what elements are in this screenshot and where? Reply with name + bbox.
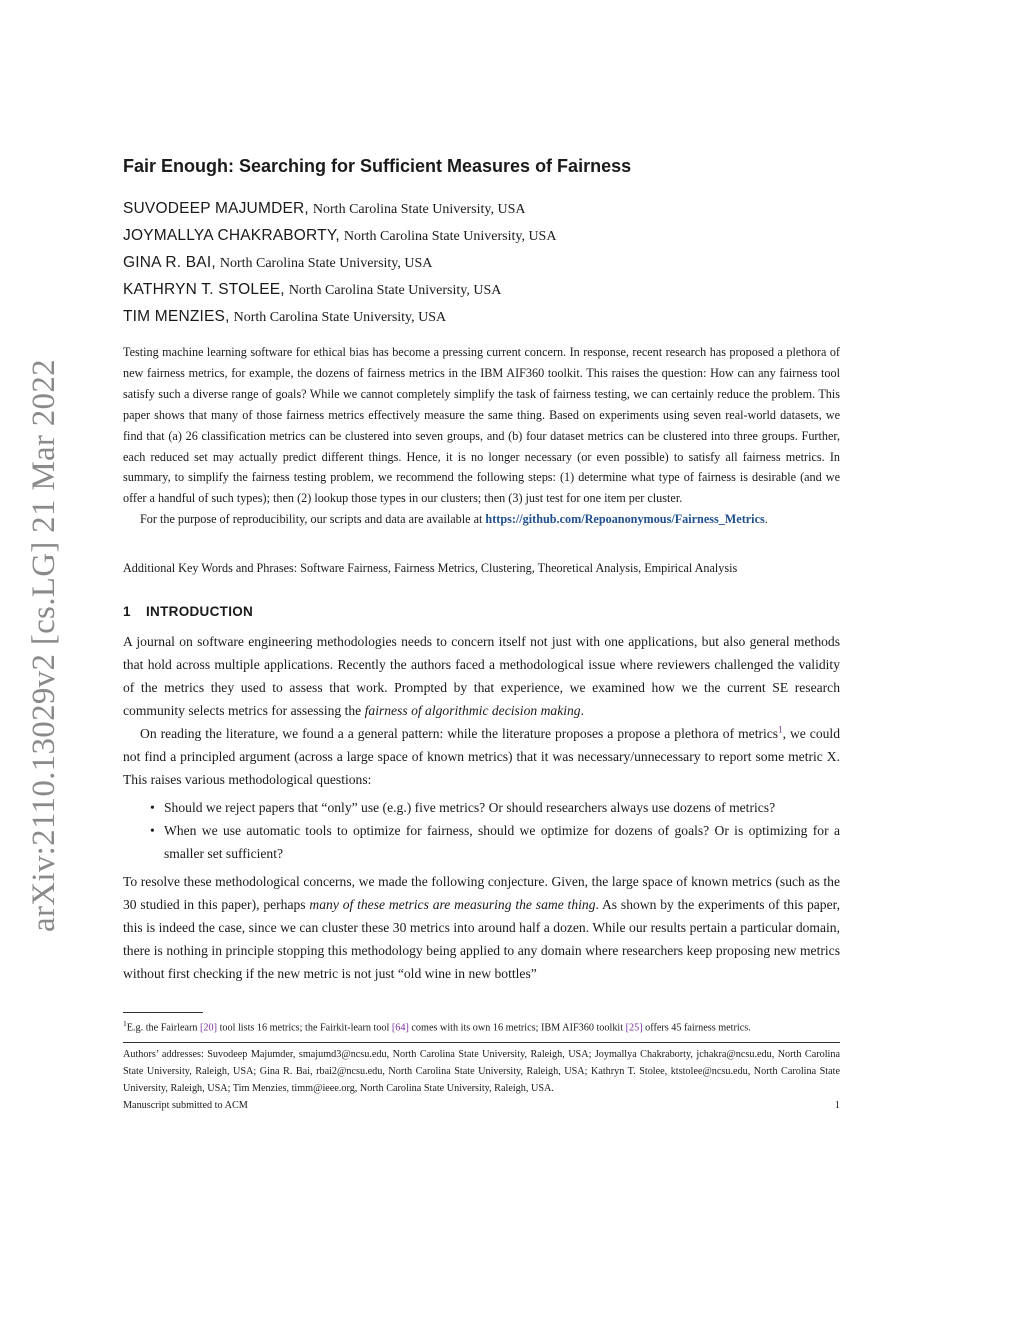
author-entry — [123, 252, 556, 279]
list-item — [123, 819, 840, 865]
question-list — [123, 796, 840, 865]
github-repo-link[interactable]: https://github.com/Repoanonymous/Fairness_Metrics — [485, 512, 765, 527]
repro-prefix: For the purpose of reproducibility, our scripts and data are available at — [140, 512, 486, 527]
addresses-rule — [123, 1042, 840, 1043]
arxiv-identifier: arXiv:2110.13029v2 [cs.LG] 21 Mar 2022 — [25, 358, 62, 932]
author-affiliation: North Carolina State University, USA — [343, 229, 557, 244]
section-title: INTRODUCTION — [146, 604, 254, 619]
page-number: 1 — [834, 1100, 840, 1111]
author-name: SUVODEEP MAJUMDER, — [123, 200, 309, 217]
footnote-text: E.g. the Fairlearn — [126, 1022, 201, 1034]
paper-title: Fair Enough: Searching for Sufficient Measures of Fairness — [123, 156, 632, 176]
author-name: TIM MENZIES, — [123, 308, 230, 325]
intro-text: A journal on software engineering methodologies needs to concern itself not just with one applications, but also general methods that hold across multiple applications. Recently the authors faced a methodological issue where reviewers challenged the validity of the metrics they used to assess that work. Prompted by that experience, we examined how we the current SE research community selects metrics for assessing the — [123, 634, 840, 718]
abstract — [123, 342, 840, 530]
list-item-text: Should we reject papers that “only” use (e.g.) five metrics? Or should researchers always use dozens of metrics? — [164, 800, 776, 815]
footnote-text: tool lists 16 metrics; the Fairkit-learn tool — [217, 1022, 392, 1034]
bullet-icon: • — [150, 800, 155, 815]
footnote — [123, 1016, 840, 1035]
intro-text: On reading the literature, we found a a general pattern: while the literature proposes a propose a plethora of metrics — [140, 726, 779, 741]
introduction-body — [123, 630, 840, 985]
author-affiliation: North Carolina State University, USA — [233, 310, 447, 325]
manuscript-note: Manuscript submitted to ACM — [123, 1100, 248, 1111]
citation-link[interactable]: [64] — [391, 1022, 409, 1034]
intro-paragraph-2 — [123, 722, 840, 791]
author-affiliation: North Carolina State University, USA — [288, 283, 502, 298]
intro-paragraph-1 — [123, 630, 840, 722]
abstract-paragraph: Testing machine learning software for ethical bias has become a pressing current concern. In response, recent research has proposed a plethora of new fairness metrics, for example, the dozens of fairness metrics in the IBM AIF360 toolkit. This raises the question: How can any fairness tool satisfy such a diverse range of goals? While we cannot completely simplify the task of fairness testing, we can certainly reduce the problem. This paper shows that many of those fairness metrics effectively measure the same thing. Based on experiments using seven real-world datasets, we find that (a) 26 classification metrics can be clustered into seven groups, and (b) four dataset metrics can be clustered into three groups. Further, each reduced set may actually predict different things. Hence, it is no longer necessary (or even possible) to satisfy all fairness metrics. In summary, to simplify the fairness testing problem, we recommend the following steps: (1) determine what type of fairness is desirable (and we offer a handful of such types); then (2) lookup those types in our clusters; then (3) just test for one item per cluster. — [123, 345, 840, 506]
repro-suffix: . — [764, 512, 768, 527]
emphasis-fairness: fairness of algorithmic decision making — [364, 703, 581, 718]
intro-text: To resolve these methodological concerns, we made the following conjecture. Given, the large space of known metrics (such as the 30 studied in this paper), perhaps — [123, 874, 840, 912]
reproducibility-statement — [123, 509, 840, 530]
author-list — [123, 198, 556, 333]
author-name: JOYMALLYA CHAKRABORTY, — [123, 227, 340, 244]
author-entry — [123, 306, 556, 333]
footnote-text: comes with its own 16 metrics; IBM AIF360 toolkit — [408, 1022, 626, 1034]
author-affiliation: North Carolina State University, USA — [219, 256, 433, 271]
footnote-rule — [123, 1012, 203, 1013]
intro-text: . As shown by the experiments of this paper, this is indeed the case, since we can cluster these 30 metrics into around half a dozen. While our results pertain a particular domain, there is nothing in principle stopping this methodology being applied to any domain where researchers keep proposing new metrics without first checking if the new metric is not just “old wine in new bottles” — [123, 897, 840, 981]
list-item — [123, 796, 840, 819]
arxiv-sidebar — [24, 350, 64, 940]
emphasis-conjecture: many of these metrics are measuring the same thing — [309, 897, 596, 912]
author-entry — [123, 279, 556, 306]
citation-link[interactable]: [25] — [625, 1022, 643, 1034]
footnote-text: offers 45 fairness metrics. — [642, 1022, 751, 1034]
author-affiliation: North Carolina State University, USA — [312, 202, 526, 217]
section-heading-introduction — [123, 604, 253, 619]
author-name: KATHRYN T. STOLEE, — [123, 281, 285, 298]
list-item-text: When we use automatic tools to optimize for fairness, should we optimize for dozens of goals? Or is optimizing for a smaller set sufficient? — [164, 823, 840, 861]
intro-paragraph-3 — [123, 870, 840, 985]
author-addresses: Authors’ addresses: Suvodeep Majumder, smajumd3@ncsu.edu, North Carolina State University, Raleigh, USA; Joymallya Chakraborty, jchakra@ncsu.edu, North Carolina State University, Raleigh, USA; Gina R. Bai, rbai2@ncsu.edu, North Carolina State University, Raleigh, USA; Kathryn T. Stolee, ktstolee@ncsu.edu, North Carolina State University, Raleigh, USA; Tim Menzies, timm@ieee.org, North Carolina State University, Raleigh, USA. — [123, 1049, 840, 1094]
intro-text: . — [580, 703, 585, 718]
author-entry — [123, 198, 556, 225]
page-footer — [123, 1100, 840, 1111]
author-entry — [123, 225, 556, 252]
citation-link[interactable]: [20] — [200, 1022, 218, 1034]
footnote-marker[interactable]: 1 — [778, 724, 783, 735]
section-number: 1 — [123, 604, 131, 619]
keywords: Additional Key Words and Phrases: Software Fairness, Fairness Metrics, Clustering, Theoretical Analysis, Empirical Analysis — [123, 561, 738, 575]
author-name: GINA R. BAI, — [123, 254, 216, 271]
bullet-icon: • — [150, 823, 155, 838]
intro-text: , we could not find a principled argument (across a large space of known metrics) that it was necessary/unnecessary to report some metric X. This raises various methodological questions: — [123, 726, 840, 787]
footnote-number: 1 — [123, 1019, 127, 1028]
